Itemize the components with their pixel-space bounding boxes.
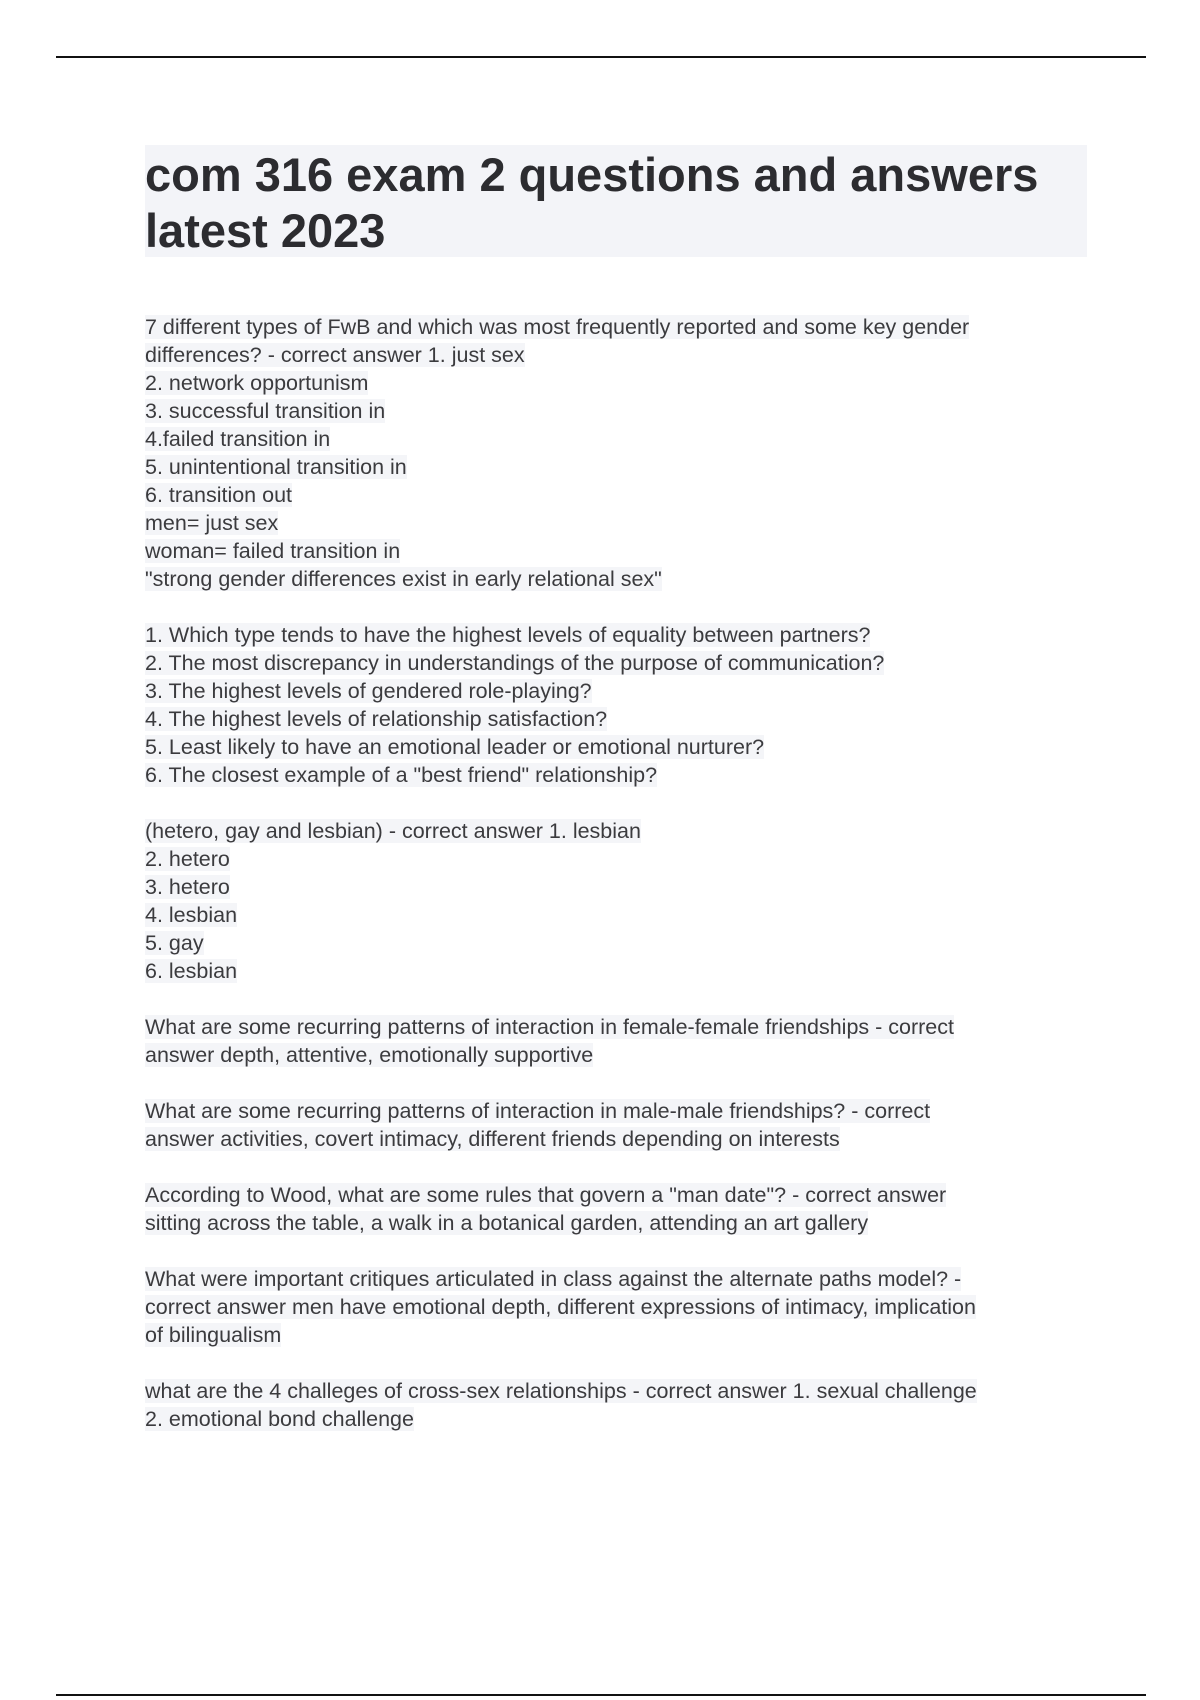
text-line: men= just sex xyxy=(145,511,279,535)
text-line: what are the 4 challeges of cross-sex relationships - correct answer 1. sexual challenge xyxy=(145,1379,977,1403)
text-line: 6. transition out xyxy=(145,483,293,507)
qa-block-cross-sex-challenges xyxy=(145,1377,1095,1433)
text-line: 4. The highest levels of relationship satisfaction? xyxy=(145,707,608,731)
text-line: 2. hetero xyxy=(145,847,230,871)
text-line: answer activities, covert intimacy, different friends depending on interests xyxy=(145,1127,840,1151)
text-line: 6. The closest example of a "best friend" relationship? xyxy=(145,763,658,787)
text-line: What are some recurring patterns of interaction in male-male friendships? - correct xyxy=(145,1099,931,1123)
text-line: 3. The highest levels of gendered role-playing? xyxy=(145,679,592,703)
text-line: 6. lesbian xyxy=(145,959,238,983)
bottom-rule xyxy=(56,1694,1146,1696)
text-line: differences? - correct answer 1. just sex xyxy=(145,343,525,367)
top-rule xyxy=(56,56,1146,58)
text-line: woman= failed transition in xyxy=(145,539,401,563)
text-line: 5. unintentional transition in xyxy=(145,455,407,479)
qa-block-female-friendships xyxy=(145,1013,1095,1069)
qa-block-male-friendships xyxy=(145,1097,1095,1153)
title-block xyxy=(145,145,1087,257)
text-line: 5. gay xyxy=(145,931,204,955)
text-line: correct answer men have emotional depth, different expressions of intimacy, implication xyxy=(145,1295,976,1319)
text-line: 5. Least likely to have an emotional leader or emotional nurturer? xyxy=(145,735,765,759)
text-line: 4. lesbian xyxy=(145,903,238,927)
text-line: sitting across the table, a walk in a botanical garden, attending an art gallery xyxy=(145,1211,869,1235)
qa-block-man-date xyxy=(145,1181,1095,1237)
title-line: latest 2023 xyxy=(145,204,386,257)
title-line: com 316 exam 2 questions and answers xyxy=(145,148,1039,201)
text-line: 2. The most discrepancy in understandings of the purpose of communication? xyxy=(145,651,885,675)
text-line: 7 different types of FwB and which was most frequently reported and some key gender xyxy=(145,315,970,339)
text-line: 2. network opportunism xyxy=(145,371,369,395)
text-line: 3. hetero xyxy=(145,875,230,899)
text-line: What are some recurring patterns of interaction in female-female friendships - correct xyxy=(145,1015,954,1039)
qa-block-relationship-types-answers xyxy=(145,817,1095,985)
text-line: "strong gender differences exist in early relational sex" xyxy=(145,567,662,591)
text-line: According to Wood, what are some rules that govern a "man date"? - correct answer xyxy=(145,1183,947,1207)
qa-block-alternate-paths xyxy=(145,1265,1095,1349)
qa-block-fwb-types xyxy=(145,313,1095,593)
text-line: What were important critiques articulated in class against the alternate paths model? - xyxy=(145,1267,962,1291)
text-line: 4.failed transition in xyxy=(145,427,331,451)
text-line: (hetero, gay and lesbian) - correct answer 1. lesbian xyxy=(145,819,641,843)
text-line: answer depth, attentive, emotionally supportive xyxy=(145,1043,594,1067)
text-line: 1. Which type tends to have the highest levels of equality between partners? xyxy=(145,623,871,647)
text-line: 2. emotional bond challenge xyxy=(145,1407,414,1431)
document-body xyxy=(145,313,1095,1461)
text-line: of bilingualism xyxy=(145,1323,282,1347)
text-line: 3. successful transition in xyxy=(145,399,386,423)
page-title xyxy=(145,147,1087,259)
qa-block-relationship-types-questions xyxy=(145,621,1095,789)
